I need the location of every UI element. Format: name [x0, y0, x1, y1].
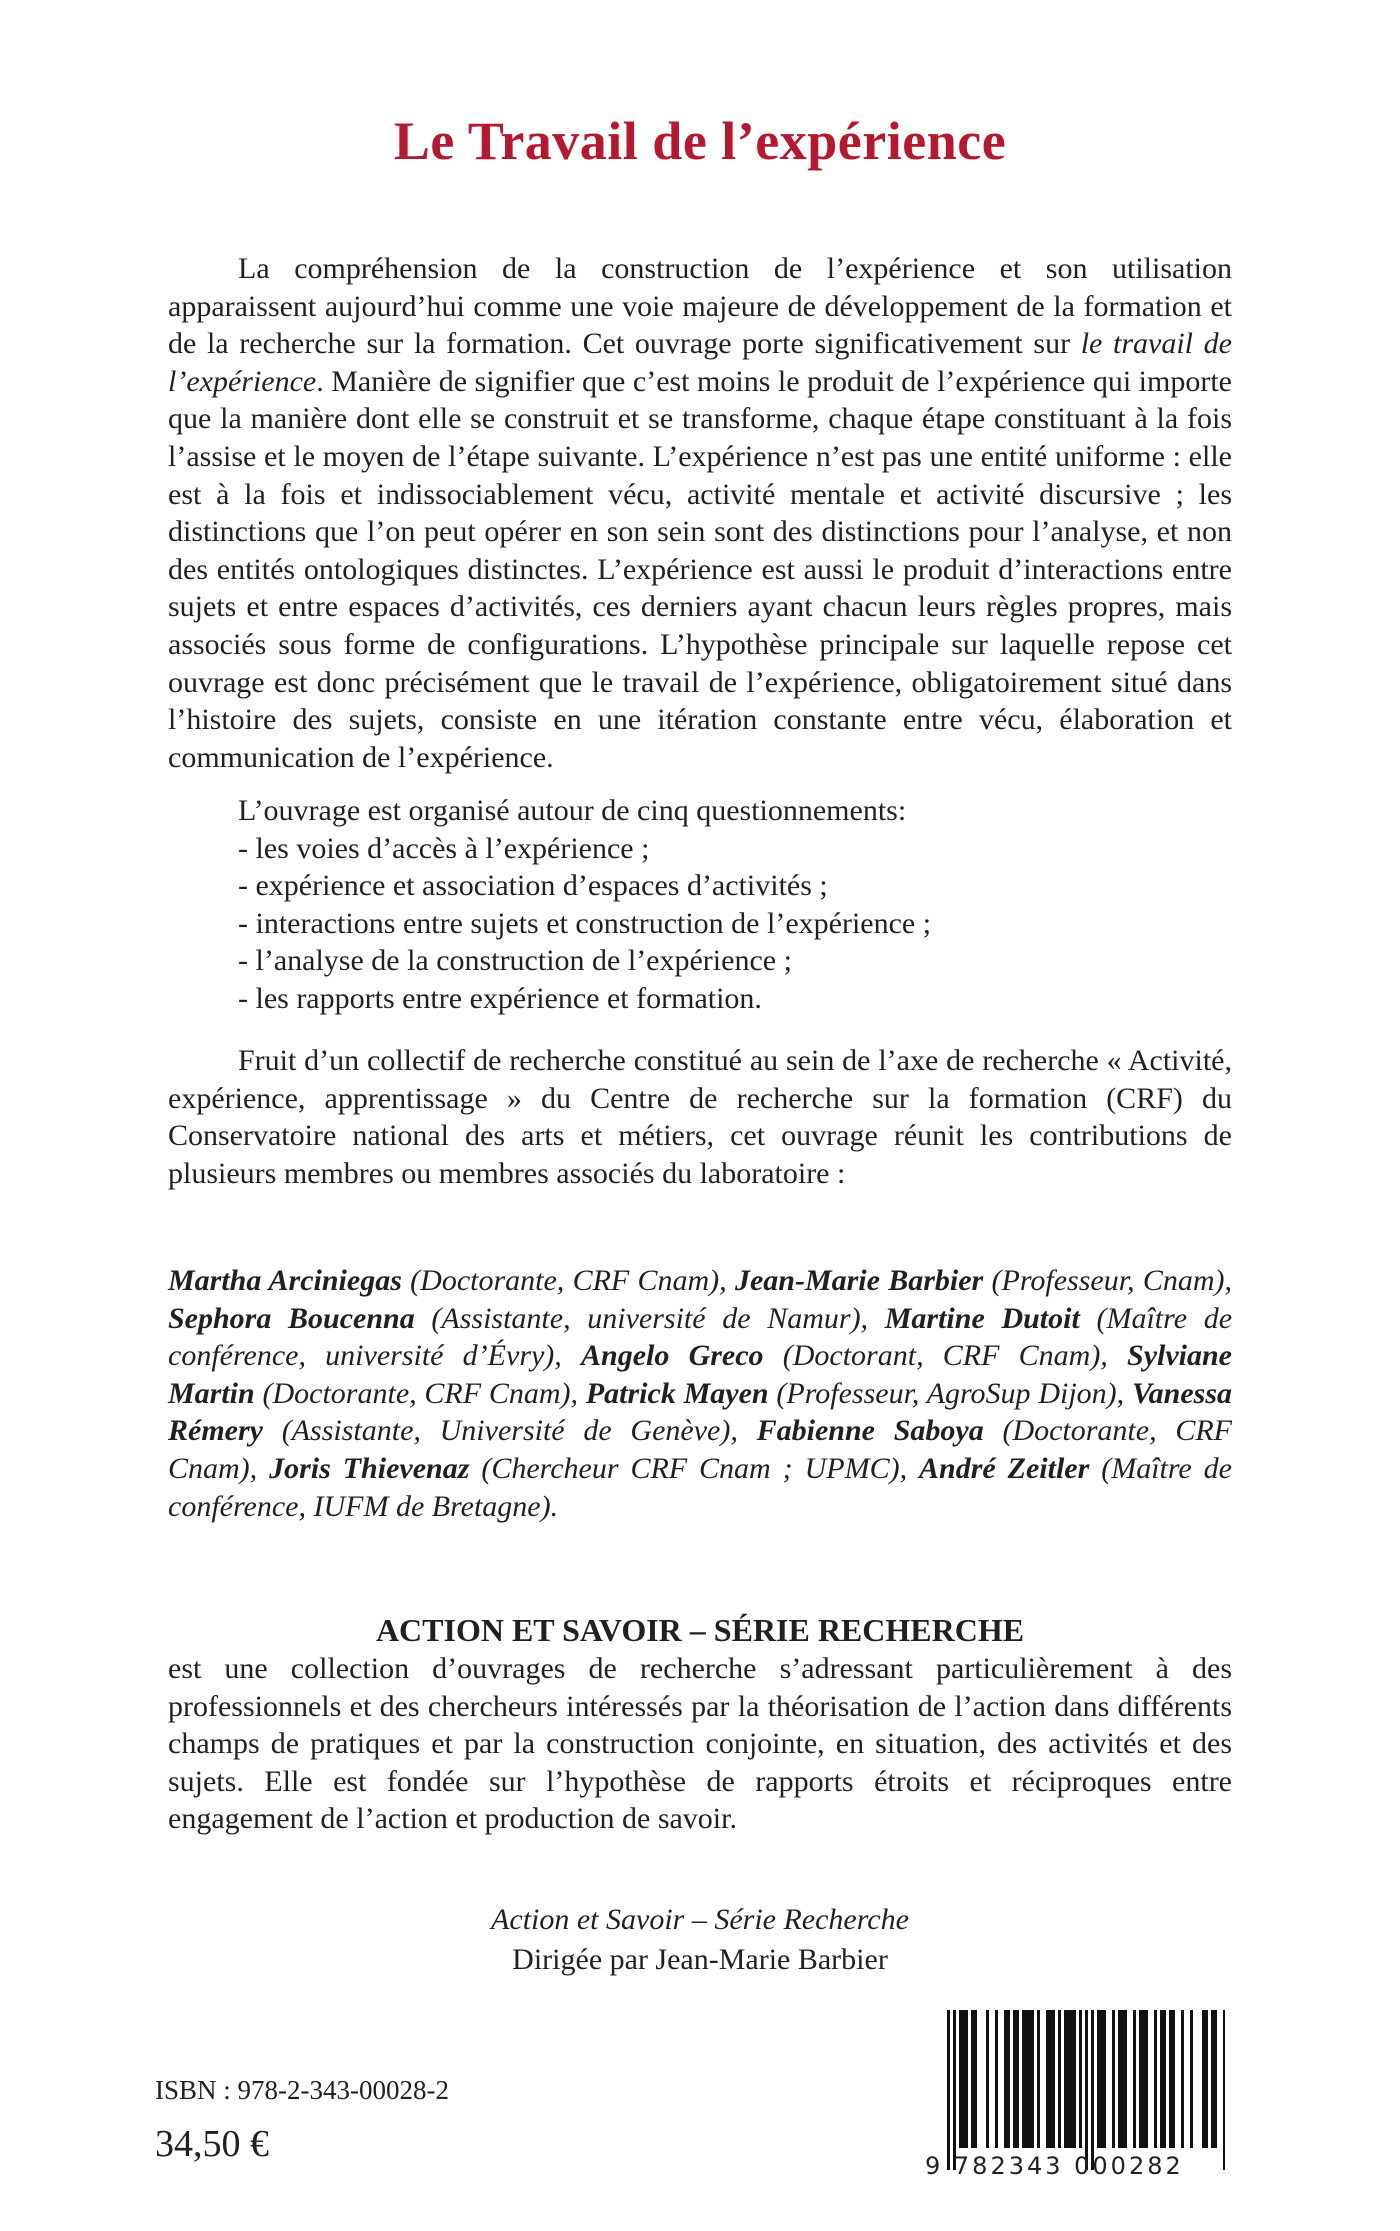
- barcode-bar: [1091, 2010, 1094, 2170]
- barcode-bar: [1205, 2010, 1208, 2148]
- intro-paragraph: [168, 250, 1232, 776]
- barcode-bar: [1142, 2010, 1145, 2148]
- barcode-bar: [1160, 2010, 1163, 2148]
- author-name: Angelo Greco: [581, 1339, 764, 1373]
- author-role: (Professeur, AgroSup Dijon),: [768, 1376, 1132, 1410]
- barcode-bar: [1190, 2010, 1193, 2148]
- barcode-bar: [959, 2010, 962, 2148]
- barcode-bar: [1211, 2010, 1214, 2148]
- series-description: est une collection d’ouvrages de recherche s’adressant particulièrement à des professionnels et des chercheurs intéressés par la théorisation de l’action dans différents champs de pratiques et par la construction conjointe, en situation, des activités et des sujets. Elle est fondée sur l’hypothèse de rapports étroits et réciproques entre engagement de l’action et production de savoir.: [168, 1652, 1232, 1836]
- list-item: - les rapports entre expérience et formation.: [238, 981, 762, 1015]
- author-role: (Doctorante, CRF Cnam),: [401, 1264, 735, 1297]
- barcode-bar: [1097, 2010, 1100, 2148]
- barcode-bar: [1163, 2010, 1166, 2148]
- barcode-bar: [1169, 2010, 1172, 2148]
- barcode-bar: [1124, 2010, 1127, 2148]
- author-name: Jean-Marie Barbier: [734, 1264, 984, 1297]
- barcode-bar: [962, 2010, 965, 2148]
- author-role: (Chercheur CRF Cnam ; UPMC),: [469, 1451, 920, 1485]
- barcode-bar: [1058, 2010, 1061, 2148]
- barcode-bar: [1085, 2010, 1088, 2170]
- barcode-bar: [1154, 2010, 1157, 2148]
- questions-heading: L’ouvrage est organisé autour de cinq questionnements:: [238, 794, 907, 827]
- barcode-bar: [1139, 2010, 1142, 2148]
- price: 34,50 €: [155, 2123, 269, 2165]
- barcode-bar: [1004, 2010, 1007, 2148]
- author-role: (Maître de conférence, IUFM de Bretagne).: [168, 1451, 1232, 1523]
- author-name: Fabienne Saboya: [756, 1414, 984, 1448]
- author-role: (Maître de conférence, université d’Évry),: [168, 1301, 1233, 1373]
- barcode-bar: [1022, 2010, 1025, 2148]
- isbn: ISBN : 978-2-343-00028-2: [155, 2075, 449, 2105]
- author-role: (Doctorante, CRF Cnam),: [168, 1414, 1232, 1485]
- collective-paragraph: Fruit d’un collectif de recherche constitué au sein de l’axe de recherche « Activité, expérience, apprentissage » du Centre de recherche sur la formation (CRF) du Conservatoire national des arts et métiers, cet ouvrage réunit les contributions de plusieurs membres ou membres associés du laboratoire :: [168, 1044, 1232, 1190]
- barcode-bar: [1049, 2010, 1052, 2148]
- barcode-bar: [1103, 2010, 1106, 2148]
- barcode-bar: [953, 2010, 956, 2170]
- barcode-digits: 9 782343 000282: [925, 2152, 1184, 2180]
- barcode-bar: [1118, 2010, 1121, 2148]
- barcode-bar: [1223, 2010, 1225, 2170]
- list-item: - interactions entre sujets et construction de l’expérience ;: [238, 906, 932, 940]
- intro-italic: le travail de l’expérience: [168, 327, 1232, 398]
- author-name: Patrick Mayen: [585, 1376, 769, 1410]
- barcode-bar: [947, 2010, 950, 2170]
- barcode-bar: [1181, 2010, 1184, 2148]
- barcode-bar: [1007, 2010, 1010, 2148]
- book-title: Le Travail de l’expérience: [393, 111, 1007, 171]
- intro-text-2: . Manière de signifier que c’est moins le produit de l’expérience qui importe que la manière dont elle se construit et se transforme, chaque étape constituant à la fois l’assise et le moyen de l’étape suivante. L’expérience n’est pas une entité uniforme : elle est à la fois et indissociablement vécu, activité mentale et activité discursive ; les distinctions que l’on peut opérer en son sein sont des distinctions pour l’analyse, et non des entités ontologiques distinctes. L’expérience est aussi le produit d’interactions entre sujets et entre espaces d’activités, ces derniers ayant chacun leurs règles propres, mais associés sous forme de configurations. L’hypothèse principale sur laquelle repose cet ouvrage est donc précisément que le travail de l’expérience, obligatoirement situé dans l’histoire des sujets, consiste en une itération constante entre vécu, élaboration et communication de l’expérience.: [168, 364, 1232, 774]
- author-name: Sephora Boucenna: [168, 1301, 415, 1335]
- barcode-bar: [1172, 2010, 1175, 2148]
- author-name: Martha Arciniegas: [168, 1264, 402, 1297]
- barcode-bar: [974, 2010, 977, 2148]
- author-name: Sylviane Martin: [168, 1339, 1233, 1410]
- barcode-bar: [971, 2010, 974, 2148]
- barcode-bar: [965, 2010, 968, 2148]
- collection-credit: [0, 1900, 1400, 1980]
- author-name: Vanessa Rémery: [168, 1376, 1232, 1448]
- series-heading: ACTION ET SAVOIR – SÉRIE RECHERCHE: [375, 1612, 1025, 1648]
- barcode-bar: [1067, 2010, 1070, 2148]
- barcode-bar: [1070, 2010, 1073, 2148]
- author-name: Joris Thievenaz: [269, 1451, 470, 1485]
- barcode-bar: [1046, 2010, 1049, 2148]
- author-role: (Doctorant, CRF Cnam),: [763, 1339, 1128, 1373]
- barcode-bar: [1073, 2010, 1076, 2148]
- barcode-bar: [1121, 2010, 1124, 2148]
- author-role: (Professeur, Cnam),: [983, 1264, 1232, 1297]
- author-role: (Doctorante, CRF Cnam),: [254, 1376, 586, 1410]
- barcode-bar: [1202, 2010, 1205, 2148]
- barcode-bar: [1064, 2010, 1067, 2148]
- list-item: - l’analyse de la construction de l’expérience ;: [238, 944, 792, 978]
- barcode-bar: [1052, 2010, 1055, 2148]
- author-role: (Assistante, Université de Genève),: [262, 1414, 757, 1448]
- collection-name: Action et Savoir – Série Recherche: [491, 1903, 909, 1936]
- barcode-bar: [1133, 2010, 1136, 2148]
- authors-list: [168, 1262, 1232, 1525]
- barcode-bar: [1214, 2010, 1217, 2148]
- author-name: Martine Dutoit: [884, 1301, 1080, 1335]
- intro-text-1: La compréhension de la construction de l’expérience et son utilisation apparaissent aujourd’hui comme une voie majeure de développement de la formation et de la recherche sur la formation. Cet ouvrage porte significativement sur: [168, 252, 1232, 361]
- list-item: - expérience et association d’espaces d’activités ;: [238, 869, 828, 903]
- barcode-bar: [1028, 2010, 1031, 2148]
- barcode-bar: [995, 2010, 998, 2148]
- barcode-bar: [1031, 2010, 1034, 2148]
- barcode-bar: [1145, 2010, 1148, 2148]
- barcode-bar: [1037, 2010, 1040, 2148]
- questions-list: [238, 792, 931, 1018]
- series-director: Dirigée par Jean-Marie Barbier: [512, 1943, 888, 1976]
- barcode-bar: [1013, 2010, 1016, 2148]
- barcode-bar: [1025, 2010, 1028, 2148]
- barcode-bar: [986, 2010, 989, 2148]
- author-role: (Assistante, université de Namur),: [414, 1301, 885, 1335]
- barcode-bar: [1100, 2010, 1103, 2148]
- barcode-bar: [1016, 2010, 1019, 2148]
- barcode-bar: [1112, 2010, 1115, 2148]
- list-item: - les voies d’accès à l’expérience ;: [238, 831, 650, 865]
- barcode-bar: [1079, 2010, 1082, 2148]
- author-name: André Zeitler: [919, 1451, 1090, 1485]
